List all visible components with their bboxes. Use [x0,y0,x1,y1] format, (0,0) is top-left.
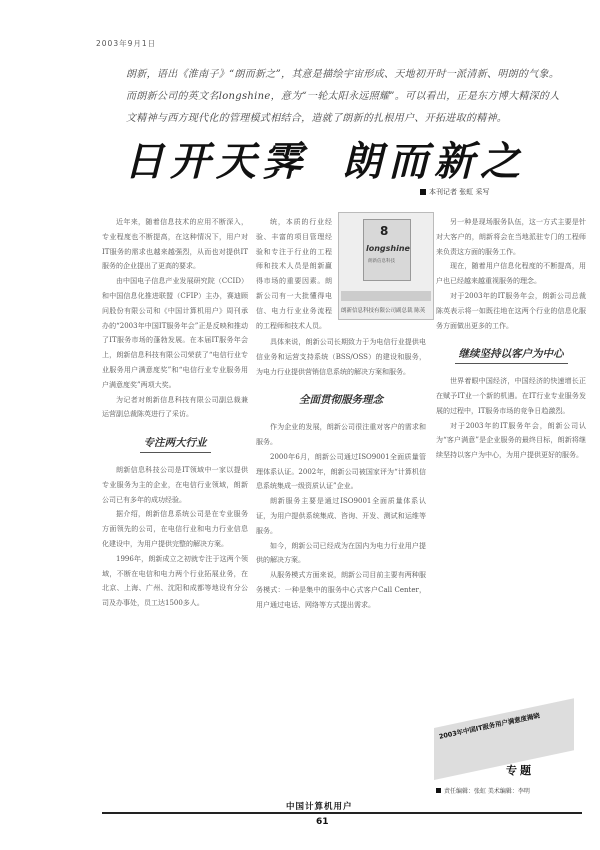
paragraph: 由中国电子信息产业发展研究院（CCID）和中国信息化推进联盟（CFIP）主办，赛迪顾问股份有限公司和《中国计算机用户》周刊承办的“2003年中国IT服务年会”正是反映和推动了IT服务市场的蓬勃发展。在本届IT服务年会上，朗新信息科技有限公司荣获了“电信行业专业服务用户满意度奖”和“电信行业专业服务用户满意度奖”两项大奖。 [102,277,248,389]
bullet-square-icon [420,189,426,195]
section-title: 全面贯彻服务理念 [299,394,383,407]
book-cover: 8 longshine 朗新信息科技 [363,219,411,281]
paragraph: 如今，朗新公司已经成为在国内为电力行业用户提供的解决方案。 [256,541,426,565]
headline-part1: 日开天霁 [124,139,308,185]
paragraph: 统，本质的行业经验、丰富的项目管理经验和专注于行业的工程师和技术人员是朗新赢得市场的重要因素。朗新公司有一大批懂得电信、电力行业业务流程的工程师和技术人员。 [256,218,332,330]
paragraph: 另一种是现场服务队伍，这一方式主要是针对大客户的，朗新将会在当地派驻专门的工程师来负责这方面的服务工作。 [436,218,586,256]
column-1 [102,215,248,790]
photo-caption: 朗新信息科技有限公司副总裁 陈英 [341,308,426,314]
paragraph: 对于2003年的IT服务年会，朗新公司总裁陈英表示将一如既往地在这两个行业的信息化服务方面做出更多的工作。 [436,291,586,330]
column-2 [256,335,426,790]
headline-part2: 朗而新之 [342,139,526,185]
paragraph: 朗新信息科技公司是IT领域中一家以提供专业服务为主的企业，在电信行业领域，朗新公司已有多年的成功经验。 [102,465,248,504]
bullet-square-icon [436,788,441,793]
badge-subtitle: 专题 [506,764,534,777]
paragraph: 对于2003年的IT服务年会，朗新公司认为“客户满意”是企业服务的最终目标，朗新将继续坚持以客户为中心，为用户提供更好的服务。 [436,421,586,460]
page-number: 61 [316,817,329,827]
byline: 本刊记者 张虹 采写 [420,187,489,197]
paragraph: 具体来说，朗新公司长期致力于为电信行业提供电信业务和运营支持系统（BSS/OSS）的建设和服务，为电力行业提供营销信息系统的解决方案和服务。 [256,338,426,376]
column-3 [436,215,586,720]
paragraph: 据介绍，朗新信息系统公司是在专业服务方面领先的公司，在电信行业和电力行业信息化建设中，为用户提供完整的解决方案。 [102,510,248,548]
headline [124,130,526,187]
section-title: 继续坚持以客户为中心 [436,347,586,362]
paragraph: 2000年6月，朗新公司通过ISO9001全面质量管理体系认证。2002年，朗新公司被国家评为“计算机信息系统集成一级资质认证”企业。 [256,452,426,491]
paragraph: 世界着眼中国经济，中国经济的快速增长正在赋予IT业一个新的机遇。在IT行业专业服务发展的过程中，IT服务市场的竞争日趋激烈。 [436,377,586,415]
paragraph: 朗新服务主要是通过ISO9001全面质量体系认证，为用户提供系统集成、咨询、开发、测试和运维等服务。 [256,497,426,535]
paragraph: 作为企业的发展，朗新公司很注重对客户的需求和服务。 [256,423,426,446]
paragraph: 现在，随着用户信息化程度的不断提高，用户也已经越来越重视服务的理念。 [436,262,586,286]
paragraph: 1996年，朗新成立之初就专注于这两个领域，不断在电信和电力两个行业拓展业务，在北京、上海、广州、沈阳和成都等地设有分公司及办事处，员工达1500多人。 [102,554,248,608]
section-title: 专注两大行业 [102,436,248,451]
badge-title: 2003年中国IT服务用户满意度揭晓 [438,711,541,741]
issue-date: 2003年9月1日 [96,39,157,48]
longshine-logo: longshine [366,244,410,253]
paragraph: 从服务模式方面来说，朗新公司目前主要有两种服务模式：一种是集中的服务中心式客户Call Center，用户通过电话、网络等方式提出需求。 [256,571,426,609]
paragraph: 近年来，随着信息技术的应用不断深入，专业程度也不断提高，在这种情况下，用户对IT服务的需求也越来越强烈，从而也对提供IT服务的企业提出了更高的要求。 [102,218,248,271]
special-topic-badge [434,711,574,780]
magazine-name: 中国计算机用户 [286,802,353,812]
photo [338,212,434,320]
footer-rule [102,812,582,814]
paragraph: 为记者对朗新信息科技有限公司副总裁兼运营副总裁陈英进行了采访。 [102,395,248,419]
intro-paragraph: 朗新，语出《淮南子》“朗而新之”，其意是描绘宇宙形成、天地初开时一派清新、明朗的气象。而朗新公司的英文名longshine，意为“一轮太阳永远照耀”。可以看出，正是东方博大精深的人文精神与西方现代化的管理模式相结合，造就了朗新的扎根用户、开拓进取的精神。 [126,69,560,124]
editor-credit: 责任编辑：张虹 美术编辑：李明 [436,786,530,795]
